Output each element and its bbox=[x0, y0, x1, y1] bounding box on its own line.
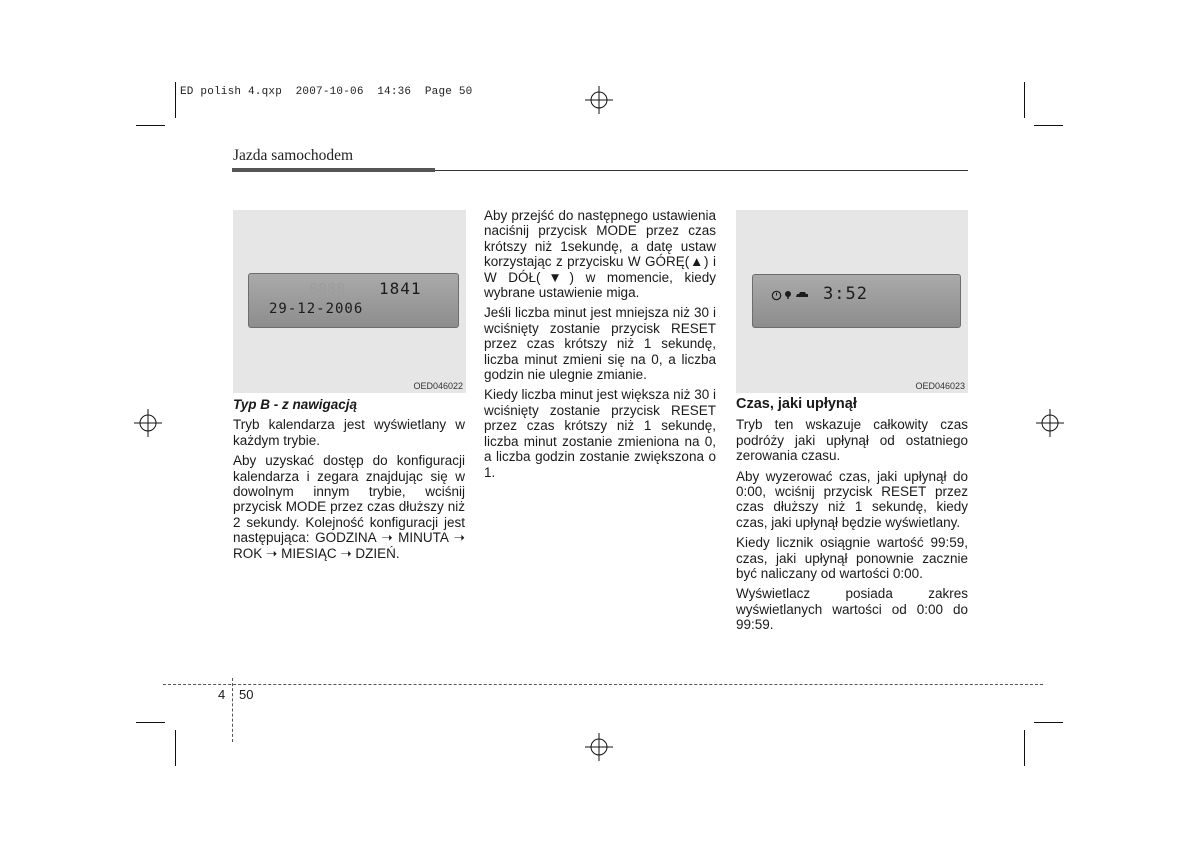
column-1 bbox=[233, 397, 465, 566]
paragraph: Wyświetlacz posiada zakres wyświetlanych wartości od 0:00 do 99:59. bbox=[736, 586, 968, 633]
pin-icon bbox=[783, 290, 793, 300]
crop-mark-icon bbox=[1034, 722, 1063, 723]
section-number: 4 bbox=[218, 687, 226, 702]
figure-elapsed-time-display bbox=[736, 210, 968, 393]
crop-mark-icon bbox=[1024, 730, 1025, 766]
paragraph: Kiedy licznik osiągnie wartość 99:59, czas, jaki upłynął ponownie zacznie być naliczany od wartości 0:00. bbox=[736, 535, 968, 582]
header-rule-thin bbox=[435, 170, 968, 171]
figure-code: OED046022 bbox=[413, 381, 463, 391]
crop-mark-icon bbox=[175, 82, 176, 118]
column-2 bbox=[484, 208, 716, 485]
paragraph: Aby wyzerować czas, jaki upłynął do 0:00, wciśnij przycisk RESET przez czas dłuższy niż 1 sekundę, kiedy czas, jaki upłynął będzie wyświetlany. bbox=[736, 468, 968, 530]
paragraph: Kiedy liczba minut jest większa niż 30 i wciśnięty zostanie przycisk RESET przez czas krótszy niż 1 sekundę, liczba minut zostanie zmieniona na 0, a liczba godzin zostanie zwiększona o 1. bbox=[484, 387, 716, 480]
registration-mark-icon bbox=[585, 733, 613, 761]
print-slug: ED polish 4.qxp 2007-10-06 14:36 Page 50 bbox=[180, 86, 473, 98]
lcd-panel bbox=[248, 273, 459, 328]
crop-mark-icon bbox=[1024, 82, 1025, 118]
subheading: Typ B - z nawigacją bbox=[233, 397, 358, 412]
paragraph: Aby przejść do następnego ustawienia naciśnij przycisk MODE przez czas krótszy niż 1sekundę, a datę ustaw korzystając z przycisku W GÓRĘ(▲) i W DÓŁ(▼) w momencie, kiedy wybrane ustawienie miga. bbox=[484, 208, 716, 301]
car-icon bbox=[795, 291, 809, 299]
subheading: Czas, jaki upłynął bbox=[736, 396, 857, 412]
figure-calendar-display bbox=[233, 210, 466, 393]
page-number: 50 bbox=[239, 687, 254, 702]
section-title: Jazda samochodem bbox=[233, 147, 354, 164]
paragraph: Tryb kalendarza jest wyświetlany w każdym trybie. bbox=[233, 417, 465, 448]
lcd-time: 1841 bbox=[379, 279, 422, 298]
registration-mark-icon bbox=[1036, 409, 1064, 437]
footer-divider bbox=[232, 678, 233, 742]
lcd-ghost-digits: 8888 bbox=[309, 280, 346, 298]
crop-mark-icon bbox=[136, 125, 165, 126]
crop-mark-icon bbox=[175, 730, 176, 766]
figure-code: OED046023 bbox=[915, 381, 965, 391]
registration-mark-icon bbox=[134, 409, 162, 437]
lcd-panel bbox=[752, 274, 961, 328]
paragraph: Aby uzyskać dostęp do konfiguracji kalendarza i zegara znajdując się w dowolnym innym trybie, wciśnij przycisk MODE przez czas dłuższy niż 2 sekundy. Kolejność konfiguracji jest następująca: GODZINA ➝ MINUTA ➝ ROK ➝ MIESIĄC ➝ DZIEŃ. bbox=[233, 453, 465, 561]
registration-mark-icon bbox=[585, 86, 613, 114]
clock-icon bbox=[771, 290, 782, 301]
paragraph: Jeśli liczba minut jest mniejsza niż 30 i wciśnięty zostanie przycisk RESET przez czas krótszy niż 1 sekundę, liczba minut zmieni się na 0, a liczba godzin nie ulegnie zmianie. bbox=[484, 305, 716, 383]
crop-mark-icon bbox=[136, 722, 165, 723]
crop-mark-icon bbox=[1034, 125, 1063, 126]
header-rule-thick bbox=[232, 168, 435, 172]
column-3 bbox=[736, 397, 968, 638]
lcd-elapsed-time: 3:52 bbox=[823, 284, 868, 304]
lcd-date: 29-12-2006 bbox=[269, 301, 364, 317]
paragraph: Tryb ten wskazuje całkowity czas podróży jaki upłynął od ostatniego zerowania czasu. bbox=[736, 417, 968, 464]
footer-rule bbox=[163, 684, 1043, 685]
